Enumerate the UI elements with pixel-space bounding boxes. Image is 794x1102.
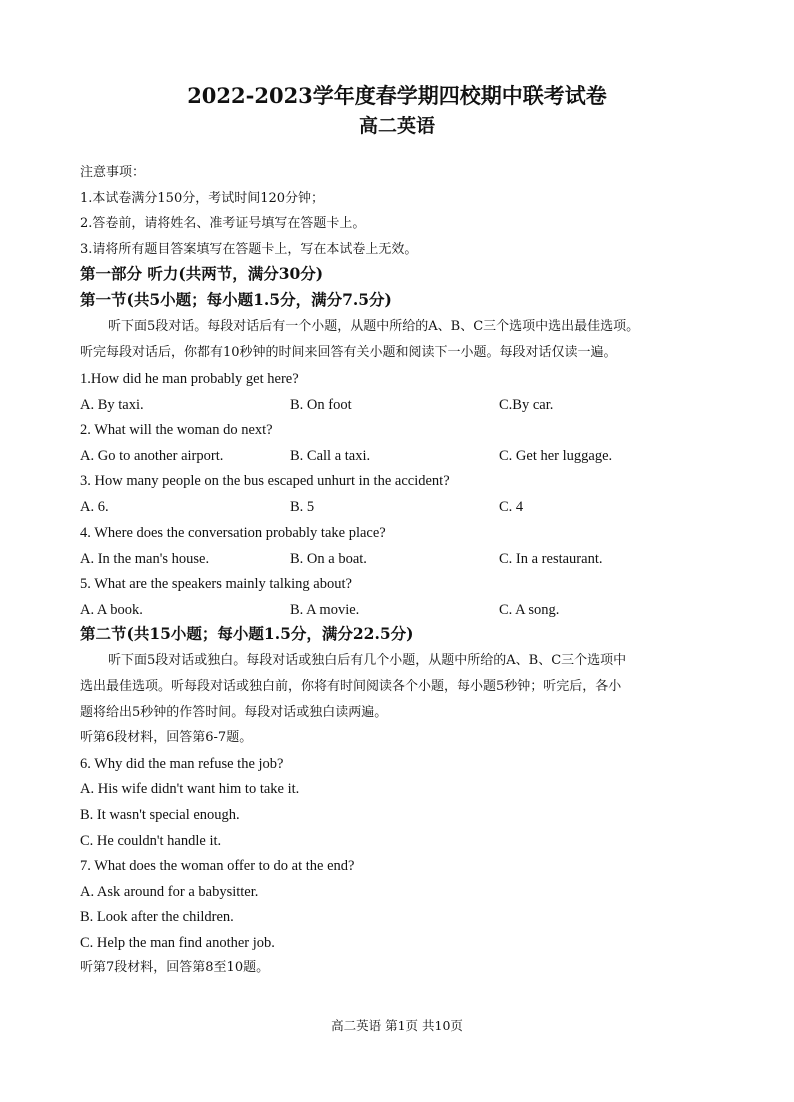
option-a: A. A book.: [80, 602, 143, 618]
option-b: B. A movie.: [290, 602, 360, 618]
material-note: 听第6段材料，回答第6-7题。: [80, 730, 253, 745]
notice-item: 2.答卷前，请将姓名、准考证号填写在答题卡上。: [80, 216, 366, 231]
question-stem: 1.How did he man probably get here?: [80, 371, 299, 387]
notice-item: 1.本试卷满分150分，考试时间120分钟；: [80, 191, 325, 206]
option-a: A. Go to another airport.: [80, 448, 224, 464]
option-c: C. He couldn't handle it.: [80, 833, 222, 849]
option-a: A. In the man's house.: [80, 551, 210, 567]
question-stem: 4. Where does the conversation probably take place?: [80, 525, 386, 541]
option-c: C. In a restaurant.: [499, 551, 603, 567]
option-b: B. It wasn't special enough.: [80, 807, 240, 823]
option-a: A. His wife didn't want him to take it.: [80, 781, 300, 797]
section2-heading: 第二节(共15小题；每小题1.5分，满分22.5分): [80, 624, 414, 643]
option-a: A. By taxi.: [80, 397, 144, 413]
exam-title: 2022-2023学年度春学期四校期中联考试卷: [187, 83, 607, 108]
section1-instruction: 听下面5段对话。每段对话后有一个小题，从题中所给的A、B、C三个选项中选出最佳选项。: [108, 319, 640, 334]
part1-heading: 第一部分 听力(共两节，满分30分): [80, 264, 324, 283]
question-stem: 5. What are the speakers mainly talking about?: [80, 576, 352, 592]
option-c: C. 4: [499, 499, 524, 515]
page-footer: 高二英语 第1页 共10页: [331, 1018, 463, 1033]
section2-instruction: 听下面5段对话或独白。每段对话或独白后有几个小题，从题中所给的A、B、C三个选项中: [108, 653, 627, 668]
option-b: B. Call a taxi.: [290, 448, 371, 464]
option-b: B. On a boat.: [290, 551, 367, 567]
option-b: B. On foot: [290, 397, 352, 413]
question-stem: 6. Why did the man refuse the job?: [80, 756, 284, 772]
question-stem: 3. How many people on the bus escaped unhurt in the accident?: [80, 473, 450, 489]
option-b: B. 5: [290, 499, 315, 515]
notice-item: 3.请将所有题目答案填写在答题卡上，写在本试卷上无效。: [80, 242, 418, 257]
option-c: C. Help the man find another job.: [80, 935, 275, 951]
question-stem: 7. What does the woman offer to do at the end?: [80, 858, 355, 874]
notice-heading: 注意事项：: [80, 165, 146, 180]
option-a: A. 6.: [80, 499, 109, 515]
exam-subtitle: 高二英语: [358, 115, 435, 137]
option-c: C. Get her luggage.: [499, 448, 613, 464]
option-b: B. Look after the children.: [80, 909, 234, 925]
option-c: C. A song.: [499, 602, 560, 618]
question-stem: 2. What will the woman do next?: [80, 422, 273, 438]
section1-instruction: 听完每段对话后，你都有10秒钟的时间来回答有关小题和阅读下一小题。每段对话仅读一遍。: [80, 345, 617, 360]
section2-instruction: 选出最佳选项。听每段对话或独白前，你将有时间阅读各个小题，每小题5秒钟；听完后，各小: [80, 679, 622, 694]
section2-instruction: 题将给出5秒钟的作答时间。每段对话或独白读两遍。: [80, 705, 388, 720]
section1-heading: 第一节(共5小题；每小题1.5分，满分7.5分): [80, 290, 392, 309]
option-a: A. Ask around for a babysitter.: [80, 884, 259, 900]
option-c: C.By car.: [499, 397, 554, 413]
material-note: 听第7段材料，回答第8至10题。: [80, 960, 270, 975]
